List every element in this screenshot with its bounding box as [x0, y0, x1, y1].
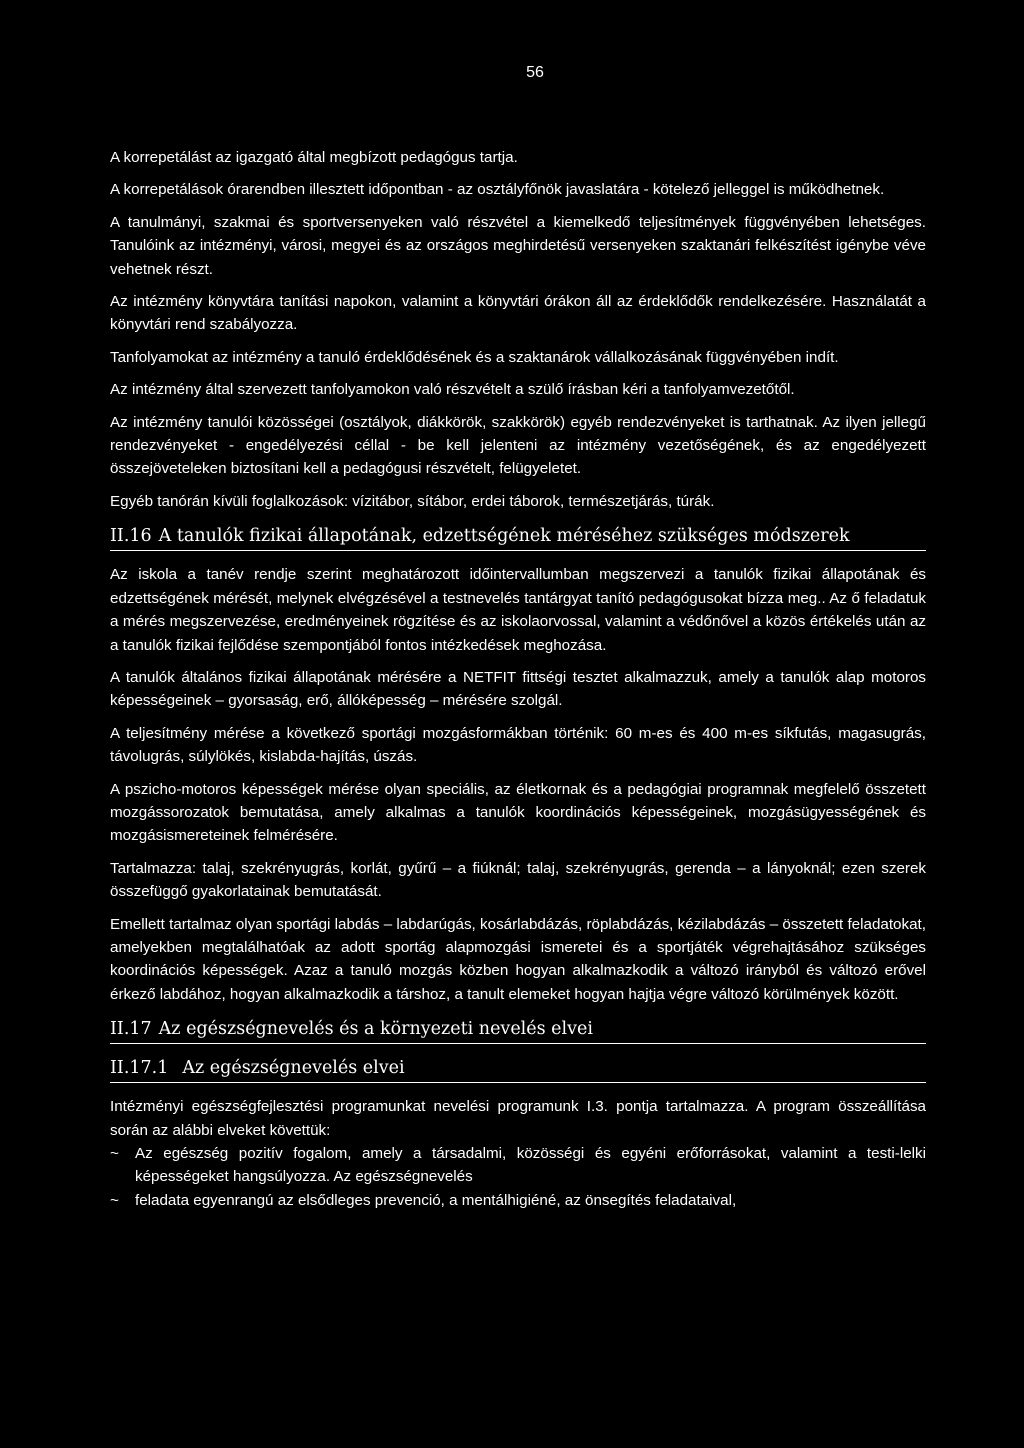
paragraph: A tanulmányi, szakmai és sportversenyeken való részvétel a kiemelkedő teljesítmények függvényében lehetséges. Tanulóink az intézményi, városi, megyei és az országos meghirdetésű versenyeken szaktanári felkészítést igénybe véve vehetnek részt.: [110, 213, 926, 278]
paragraph: A tanulók általános fizikai állapotának mérésére a NETFIT fittségi tesztet alkalmazzuk, amely a tanulók alap motoros képességeinek – gyorsaság, erő, állóképesség – mérésére szolgál.: [110, 668, 926, 710]
tilde-bullet-icon: ~: [110, 1145, 119, 1162]
section-heading-ii16: [110, 524, 926, 551]
section-title: A tanulók fizikai állapotának, edzettségének méréséhez szükséges módszerek: [158, 526, 850, 547]
paragraph: A korrepetálást az igazgató által megbízott pedagógus tartja.: [110, 149, 518, 166]
paragraph: Emellett tartalmaz olyan sportági labdás – labdarúgás, kosárlabdázás, röplabdázás, kézilabdázás – összetett feladatokat, amelyekben megtalálhatóak az adott sportág alapmozgási ismeretei és a sportjáték végrehajtásához szükséges koordinációs képességek. Azaz a tanuló mozgás közben hogyan alkalmazkodik a változó irányból és változó erővel érkező labdához, hogyan alkalmazkodik a társhoz, a tanult elemeket hogyan hajtja végre változó körülmények között.: [110, 915, 926, 1003]
paragraph: Egyéb tanórán kívüli foglalkozások: vízitábor, sítábor, erdei táborok, természetjárás, túrák.: [110, 492, 715, 510]
page-content: [110, 146, 926, 1212]
section-title: Az egészségnevelés elvei: [182, 1058, 405, 1079]
paragraph: Az intézmény tanulói közösségei (osztályok, diákkörök, szakkörök) egyéb rendezvényeket is tarthatnak. Az ilyen jellegű rendezvényeket - engedélyezési céllal - be kell jelenteni az intézmény vezetőségének, és az engedélyezett összejöveteleken biztosítani kell a pedagógusi részvételt, felügyeletet.: [110, 413, 926, 478]
section-number: II.16: [110, 526, 152, 547]
page-number: 56: [526, 64, 544, 81]
list-item-text: Az egészség pozitív fogalom, amely a társadalmi, közösségi és egyéni erőforrásokat, valamint a testi-lelki képességeket hangsúlyozza. Az egészségnevelés: [135, 1145, 926, 1186]
paragraph: Intézményi egészségfejlesztési programunkat nevelési programunk I.3. pontja tartalmazza. A program összeállítása során az alábbi elveket követtük:: [110, 1098, 926, 1139]
paragraph: Tartalmazza: talaj, szekrényugrás, korlát, gyűrű – a fiúknál; talaj, szekrényugrás, gerenda – a lányoknál; ezen szerek összefüggő gyakorlatainak bemutatását.: [110, 859, 926, 901]
paragraph: Tanfolyamokat az intézmény a tanuló érdeklődésének és a szaktanárok vállalkozásának függvényében indít.: [110, 348, 839, 366]
paragraph: Az intézmény könyvtára tanítási napokon, valamint a könyvtári órákon áll az érdeklődők rendelkezésére. Használatát a könyvtári rend szabályozza.: [110, 293, 926, 334]
list-item: [110, 1142, 926, 1189]
tilde-bullet-icon: ~: [110, 1191, 119, 1209]
list-item-text: feladata egyenrangú az elsődleges prevenció, a mentálhigiéné, az önsegítés feladataival,: [135, 1191, 737, 1209]
paragraph: A korrepetálások órarendben illesztett időpontban - az osztályfőnök javaslatára - kötelező jelleggel is működhetnek.: [110, 181, 885, 199]
paragraph: A pszicho-motoros képességek mérése olyan speciális, az életkornak és a pedagógiai programnak megfelelő összetett mozgássorozatok bemutatása, amely alkalmas a tanulók koordinációs képességeinek, mozgásügyességének és mozgásismereteinek felmérésére.: [110, 780, 926, 845]
section-number: II.17: [110, 1019, 152, 1040]
section-heading-ii171: [110, 1056, 926, 1083]
paragraph: Az intézmény által szervezett tanfolyamokon való részvételt a szülő írásban kéri a tanfolyamvezetőtől.: [110, 381, 795, 399]
paragraph: A teljesítmény mérése a következő sportági mozgásformákban történik: 60 m-es és 400 m-es síkfutás, magasugrás, távolugrás, súlylökés, kislabda-hajítás, úszás.: [110, 724, 926, 766]
paragraph: Az iskola a tanév rendje szerint meghatározott időintervallumban megszervezi a tanulók fizikai állapotának és edzettségének mérését, melynek elvégzésével a testnevelés tantárgyat tanító pedagógusokat bízza meg.. Az ő feladatuk a mérés megszervezése, eredményeinek rögzítése és az iskolaorvossal, valamint a védőnővel a közös értékelés után az a tanulók fizikai fejlődése szempontjából fontos intézkedések meghozása.: [110, 566, 926, 654]
list-item: [110, 1189, 926, 1212]
principles-list: [110, 1142, 926, 1212]
section-heading-ii17: [110, 1017, 926, 1044]
section-number: II.17.1: [110, 1058, 169, 1079]
section-title: Az egészségnevelés és a környezeti nevelés elvei: [158, 1019, 593, 1040]
